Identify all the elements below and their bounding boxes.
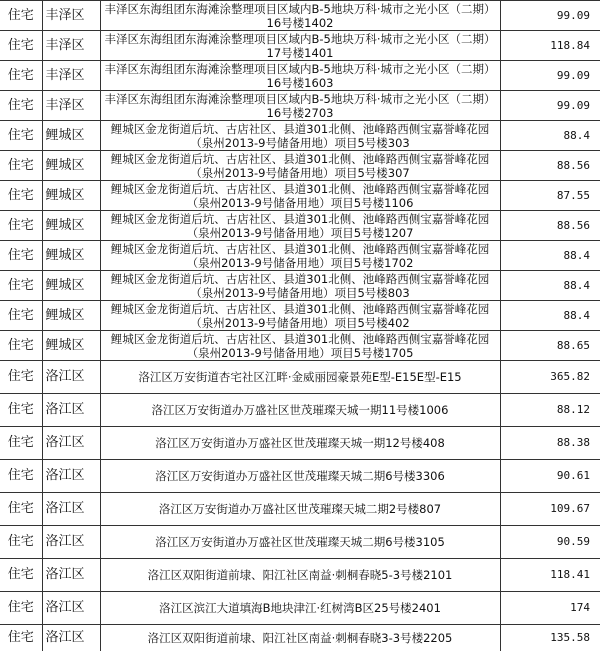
address-cell: 洛江区万安街道办万盛社区世茂璀璨天城一期11号楼1006 [100,394,500,427]
area-cell: 135.58 [500,625,600,652]
area-cell: 88.38 [500,427,600,460]
area-cell: 88.12 [500,394,600,427]
table-row [0,211,600,241]
property-type-cell: 住宅 [0,361,42,394]
area-cell: 99.09 [500,91,600,121]
address-cell: 鲤城区金龙街道后坑、古店社区、县道301北侧、池峰路西侧宝嘉誉峰花园（泉州2013-9号储备用地）项目5号楼402 [100,301,500,331]
address-cell: 洛江区万安街道办万盛社区世茂璀璨天城一期12号楼408 [100,427,500,460]
property-type-cell: 住宅 [0,271,42,301]
table-row [0,121,600,151]
district-cell: 洛江区 [42,625,100,652]
area-cell: 88.56 [500,151,600,181]
district-cell: 丰泽区 [42,91,100,121]
area-cell: 88.56 [500,211,600,241]
area-cell: 88.65 [500,331,600,361]
table-row [0,460,600,493]
property-type-cell: 住宅 [0,121,42,151]
district-cell: 洛江区 [42,361,100,394]
area-cell: 109.67 [500,493,600,526]
table-row [0,427,600,460]
table-row [0,625,600,652]
table-row [0,394,600,427]
table-row [0,181,600,211]
district-cell: 丰泽区 [42,31,100,61]
property-type-cell: 住宅 [0,559,42,592]
district-cell: 鲤城区 [42,211,100,241]
area-cell: 365.82 [500,361,600,394]
district-cell: 洛江区 [42,427,100,460]
address-cell: 丰泽区东海组团东海滩涂整理项目区域内B-5地块万科·城市之光小区（二期）16号楼1603 [100,61,500,91]
property-type-cell: 住宅 [0,31,42,61]
area-cell: 99.09 [500,61,600,91]
table-row [0,592,600,625]
area-cell: 90.61 [500,460,600,493]
property-type-cell: 住宅 [0,460,42,493]
address-cell: 洛江区万安街道办万盛社区世茂璀璨天城二期6号楼3306 [100,460,500,493]
district-cell: 丰泽区 [42,1,100,31]
district-cell: 丰泽区 [42,61,100,91]
property-type-cell: 住宅 [0,394,42,427]
address-cell: 洛江区双阳街道前埭、阳江社区南益·刺桐春晓3-3号楼2205 [100,625,500,652]
table-row [0,61,600,91]
table-row [0,526,600,559]
address-cell: 洛江区双阳街道前埭、阳江社区南益·刺桐春晓5-3号楼2101 [100,559,500,592]
table-row [0,301,600,331]
property-type-cell: 住宅 [0,592,42,625]
listing-table-body [0,1,600,652]
table-row [0,241,600,271]
district-cell: 鲤城区 [42,151,100,181]
address-cell: 丰泽区东海组团东海滩涂整理项目区域内B-5地块万科·城市之光小区（二期）16号楼1402 [100,1,500,31]
property-type-cell: 住宅 [0,427,42,460]
address-cell: 洛江区万安街道办万盛社区世茂璀璨天城二期6号楼3105 [100,526,500,559]
area-cell: 88.4 [500,301,600,331]
address-cell: 洛江区万安街道办万盛社区世茂璀璨天城二期2号楼807 [100,493,500,526]
table-row [0,361,600,394]
address-cell: 洛江区万安街道杏宅社区江畔·金威丽园豪景苑E型-E15E型-E15 [100,361,500,394]
property-type-cell: 住宅 [0,61,42,91]
district-cell: 鲤城区 [42,121,100,151]
district-cell: 洛江区 [42,493,100,526]
district-cell: 洛江区 [42,526,100,559]
area-cell: 99.09 [500,1,600,31]
property-type-cell: 住宅 [0,301,42,331]
area-cell: 88.4 [500,271,600,301]
address-cell: 丰泽区东海组团东海滩涂整理项目区域内B-5地块万科·城市之光小区（二期）16号楼2703 [100,91,500,121]
table-row [0,31,600,61]
table-row [0,271,600,301]
address-cell: 鲤城区金龙街道后坑、古店社区、县道301北侧、池峰路西侧宝嘉誉峰花园（泉州2013-9号储备用地）项目5号楼1207 [100,211,500,241]
area-cell: 88.4 [500,241,600,271]
property-type-cell: 住宅 [0,331,42,361]
table-row [0,91,600,121]
district-cell: 鲤城区 [42,271,100,301]
area-cell: 118.84 [500,31,600,61]
property-type-cell: 住宅 [0,211,42,241]
address-cell: 鲤城区金龙街道后坑、古店社区、县道301北侧、池峰路西侧宝嘉誉峰花园（泉州2013-9号储备用地）项目5号楼1702 [100,241,500,271]
district-cell: 洛江区 [42,394,100,427]
area-cell: 174 [500,592,600,625]
area-cell: 88.4 [500,121,600,151]
address-cell: 鲤城区金龙街道后坑、古店社区、县道301北侧、池峰路西侧宝嘉誉峰花园（泉州2013-9号储备用地）项目5号楼307 [100,151,500,181]
district-cell: 鲤城区 [42,301,100,331]
area-cell: 118.41 [500,559,600,592]
district-cell: 鲤城区 [42,181,100,211]
table-row [0,559,600,592]
area-cell: 87.55 [500,181,600,211]
property-type-cell: 住宅 [0,526,42,559]
address-cell: 鲤城区金龙街道后坑、古店社区、县道301北侧、池峰路西侧宝嘉誉峰花园（泉州2013-9号储备用地）项目5号楼803 [100,271,500,301]
district-cell: 洛江区 [42,592,100,625]
address-cell: 鲤城区金龙街道后坑、古店社区、县道301北侧、池峰路西侧宝嘉誉峰花园（泉州2013-9号储备用地）项目5号楼1106 [100,181,500,211]
address-cell: 丰泽区东海组团东海滩涂整理项目区域内B-5地块万科·城市之光小区（二期）17号楼1401 [100,31,500,61]
property-type-cell: 住宅 [0,1,42,31]
property-type-cell: 住宅 [0,241,42,271]
district-cell: 鲤城区 [42,331,100,361]
district-cell: 鲤城区 [42,241,100,271]
address-cell: 鲤城区金龙街道后坑、古店社区、县道301北侧、池峰路西侧宝嘉誉峰花园（泉州2013-9号储备用地）项目5号楼1705 [100,331,500,361]
district-cell: 洛江区 [42,460,100,493]
table-row [0,151,600,181]
table-row [0,1,600,31]
property-type-cell: 住宅 [0,625,42,652]
table-row [0,493,600,526]
address-cell: 洛江区滨江大道填海B地块津江·红树湾B区25号楼2401 [100,592,500,625]
property-type-cell: 住宅 [0,493,42,526]
area-cell: 90.59 [500,526,600,559]
property-type-cell: 住宅 [0,151,42,181]
district-cell: 洛江区 [42,559,100,592]
table-row [0,331,600,361]
property-type-cell: 住宅 [0,181,42,211]
address-cell: 鲤城区金龙街道后坑、古店社区、县道301北侧、池峰路西侧宝嘉誉峰花园（泉州2013-9号储备用地）项目5号楼303 [100,121,500,151]
property-type-cell: 住宅 [0,91,42,121]
